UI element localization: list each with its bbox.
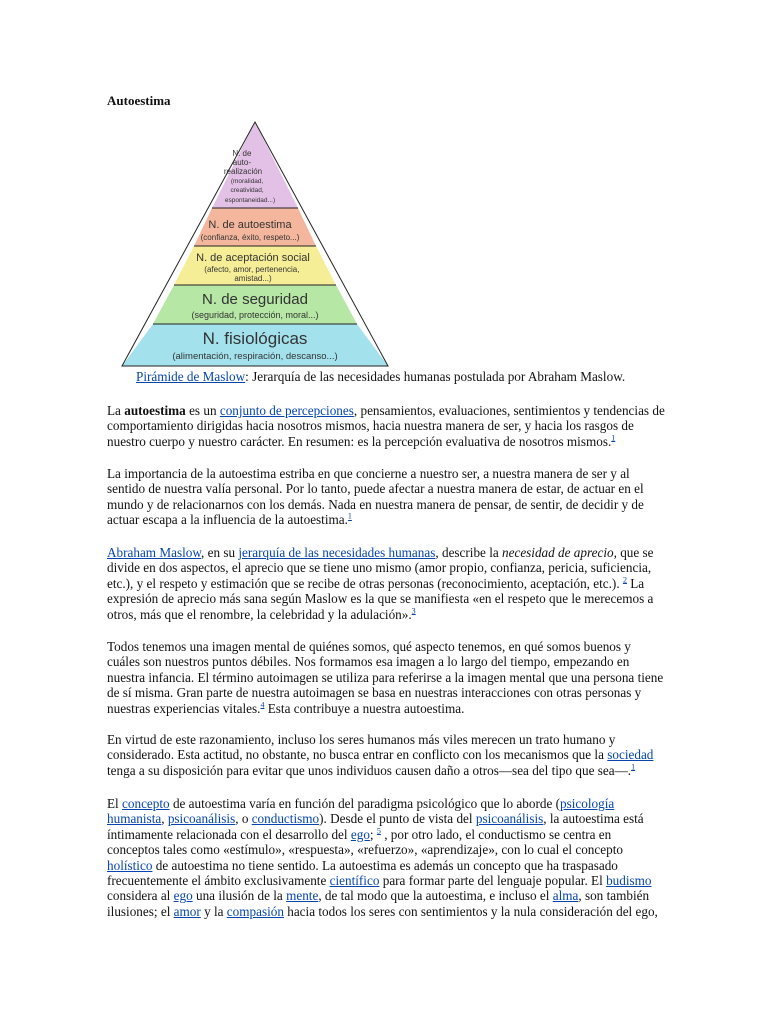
level-1-name: N. de autoestima [208,219,292,231]
link-psicologia-humanista[interactable]: psicología humanista [107,796,615,827]
link-ego[interactable]: ego [350,826,370,842]
text: Todos tenemos una imagen mental de quiénes somos, qué aspecto tenemos, en qué somos buenos y cuáles son nuestros puntos débiles. Nos formamos esa imagen a lo largo del tiempo, empezando en nuestra infancia. El término autoimagen se utiliza para referirse a la imagen mental que una persona tiene de sí misma. Gran parte de nuestra autoimagen se basa en nuestras interacciones con otras personas y nuestras experiencias vitales. [107,639,664,716]
text: El [107,796,123,811]
text: de autoestima varía en función del paradigma psicológico que lo aborde ( [169,796,560,811]
maslow-pyramid-svg [120,120,392,372]
text: ). Desde el punto de vista del [319,811,476,827]
paragraph-1 [107,403,667,449]
text: En virtud de este razonamiento, incluso los seres humanos más viles merecen un trato humano y considerado. Esta actitud, no obstante, no busca entrar en conflicto con los mecanismos que la [107,732,616,763]
maslow-pyramid-image [120,120,392,372]
text: , que se divide en dos aspectos, el aprecio que se tiene uno mismo (amor propio, confianza, pericia, suficiencia, etc.), y el respeto y estimación que se recibe de otras personas (reconocimiento, aceptación, etc.). [107,545,654,591]
text: es un [185,403,220,418]
footnote-link[interactable]: 2 [622,575,627,585]
paragraph-6 [107,796,667,919]
text: , la autoestima está íntimamente relacionada con el desarrollo del [107,811,644,842]
term-necesidad-de-aprecio: necesidad de aprecio [502,545,614,560]
text: La importancia de la autoestima estriba en que concierne a nuestro ser, a nuestra manera de ser y al sentido de nuestra valía personal. Por lo tanto, puede afectar a nuestra manera de estar, de actuar en el mundo y de relacionarnos con los demás. Nada en nuestra manera de pensar, de sentir, de decidir y de actuar escapa a la influencia de la autoestima. [107,466,644,528]
link-alma[interactable]: alma [552,888,579,904]
level-3-name: N. de seguridad [202,291,308,308]
link-psicoanalisis[interactable]: psicoanálisis [167,811,236,827]
paragraph-3 [107,545,667,622]
text: tenga a su disposición para evitar que unos individuos causen daño a otros—sea del tipo que sea—. [107,762,632,778]
link-conjunto-de-percepciones[interactable]: conjunto de percepciones [219,403,354,418]
level-3-desc: (seguridad, protección, moral...) [191,310,319,320]
text: , pensamientos, evaluaciones, sentimientos y tendencias de comportamiento dirigidas hacia nosotros mismos, hacia nuestra manera de ser, y hacia los rasgos de nuestro cuerpo y nuestro carácter. En resumen: es la percepción evaluativa de nosotros mismos. [107,403,665,449]
text: , describe la [435,545,503,560]
maslow-pyramid-link[interactable]: Pirámide de Maslow [136,369,246,384]
link-budismo[interactable]: budismo [606,873,652,889]
text: , por otro lado, el conductismo se centra en conceptos tales como «estímulo», «respuesta», «refuerzo», «aprendizaje», con lo cual el concepto [107,826,623,858]
level-1-desc: (confianza, éxito, respeto...) [200,233,300,242]
term-autoestima: autoestima [124,403,186,418]
link-concepto[interactable]: concepto [122,796,170,811]
text: considera al [107,888,174,904]
text: , o [235,811,252,827]
text: y la [200,903,227,919]
text: , son también ilusiones; el [107,888,650,919]
level-2-name: N. de aceptación social [196,252,310,264]
link-compasion[interactable]: compasión [226,903,284,919]
footnote-link[interactable]: 1 [631,762,636,772]
text: de autoestima no tiene sentido. La autoestima es además un concepto que ha traspasado frecuentemente el ámbito exclusivamente [107,857,618,889]
text: La [107,403,125,418]
link-amor[interactable]: amor [173,903,201,919]
footnote-link[interactable]: 3 [411,606,416,616]
level-0-name: N. de auto- realización [223,149,263,176]
text: ; [369,826,377,842]
pyramid-caption [136,369,625,385]
document-title: Autoestima [107,93,171,108]
footnote-link[interactable]: 4 [260,700,265,710]
footnote-link[interactable]: 1 [611,433,616,443]
text: La expresión de aprecio más sana según Maslow es la que se manifiesta «en el respeto que le merecemos a otros, más que el renombre, la celebridad y la adulación». [107,575,654,622]
link-cientifico[interactable]: científico [329,873,380,889]
footnote-link[interactable]: 5 [376,826,381,836]
level-0-desc: (moralidad, creatividad, espontaneidad...) [224,178,276,204]
link-abraham-maslow[interactable]: Abraham Maslow [107,545,201,560]
link-mente[interactable]: mente [286,888,319,904]
paragraph-5 [107,732,667,778]
level-4-desc: (alimentación, respiración, descanso...) [172,351,338,362]
text: , [161,811,168,827]
text: para formar parte del lenguaje popular. El [379,873,607,889]
link-holistico[interactable]: holístico [107,857,153,873]
level-4-name: N. fisiológicas [202,329,308,348]
link-sociedad[interactable]: sociedad [607,747,654,763]
caption-text: : Jerarquía de las necesidades humanas postulada por Abraham Maslow. [245,369,626,384]
pyramid-level-self-actualization [212,122,298,208]
paragraph-4 [107,639,667,716]
text: , de tal modo que la autoestima, e incluso el [318,888,553,904]
level-2-desc: (afecto, amor, pertenencia, amistad...) [204,265,300,283]
text: una ilusión de la [192,888,287,904]
paragraph-2 [107,466,667,528]
text: hacia todos los seres con sentimientos y la nula consideración del ego, [283,903,658,919]
link-ego-2[interactable]: ego [173,888,193,904]
footnote-link[interactable]: 1 [347,511,352,521]
text: , en su [201,545,239,560]
link-psicoanalisis-2[interactable]: psicoanálisis [475,811,544,827]
link-jerarquia-necesidades[interactable]: jerarquía de las necesidades humanas [238,545,436,560]
link-conductismo[interactable]: conductismo [251,811,320,827]
text: Esta contribuye a nuestra autoestima. [264,700,465,716]
